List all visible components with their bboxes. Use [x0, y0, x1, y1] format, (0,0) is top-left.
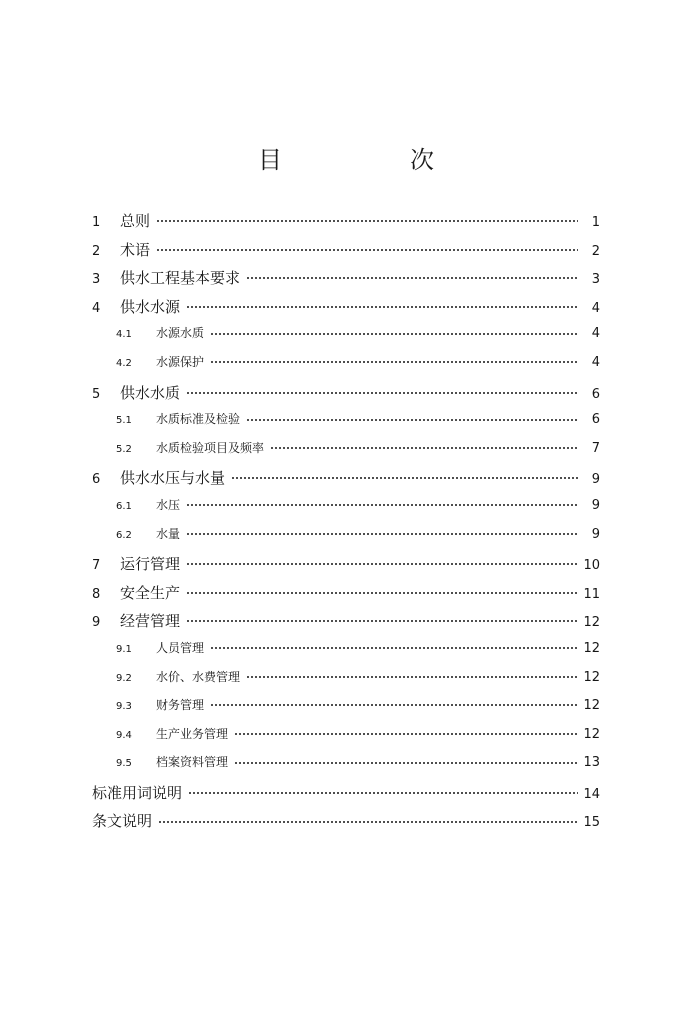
dot-leader	[210, 642, 578, 654]
toc-entry-number: 3	[92, 272, 101, 288]
toc-entry[interactable]	[92, 553, 600, 582]
toc-entry[interactable]	[92, 382, 600, 411]
toc-entry-page: 14	[583, 786, 600, 802]
dot-leader	[186, 585, 578, 600]
toc-entry-label: 标准用词说明	[92, 783, 183, 802]
dot-leader	[210, 327, 578, 339]
toc-entry-page: 4	[591, 354, 600, 370]
table-of-contents	[92, 210, 600, 839]
toc-entry-number: 8	[92, 586, 101, 602]
dot-leader	[188, 785, 578, 800]
toc-entry-label: 供水水源	[120, 297, 181, 316]
toc-entry-label: 运行管理	[120, 555, 181, 574]
toc-entry-number: 4	[92, 300, 101, 316]
toc-entry-number: 9.2	[116, 672, 132, 684]
toc-entry-page: 9	[591, 472, 600, 488]
dot-leader	[234, 756, 578, 768]
toc-entry-number: 9.1	[116, 643, 132, 655]
toc-subentry[interactable]	[92, 696, 600, 725]
toc-entry-label: 生产业务管理	[156, 726, 229, 741]
toc-entry-page: 4	[591, 300, 600, 316]
toc-subentry[interactable]	[92, 496, 600, 525]
toc-entry-label: 人员管理	[156, 640, 205, 655]
toc-subentry[interactable]	[92, 353, 600, 382]
toc-entry-number: 4.2	[116, 357, 132, 369]
toc-entry-page: 11	[583, 586, 600, 602]
toc-entry-page: 6	[591, 386, 600, 402]
toc-entry-page: 13	[583, 755, 600, 771]
dot-leader	[156, 242, 578, 257]
dot-leader	[186, 385, 578, 400]
toc-entry[interactable]	[92, 210, 600, 239]
toc-entry-label: 财务管理	[156, 698, 205, 713]
toc-entry-page: 15	[583, 815, 600, 831]
dot-leader	[246, 270, 578, 285]
dot-leader	[234, 728, 578, 740]
toc-entry-page: 6	[591, 412, 600, 428]
toc-appendix-entry[interactable]	[92, 810, 600, 839]
toc-subentry[interactable]	[92, 668, 600, 697]
toc-entry[interactable]	[92, 467, 600, 496]
toc-entry-label: 水质检验项目及频率	[156, 440, 265, 455]
toc-entry-number: 2	[92, 243, 101, 259]
toc-entry-page: 12	[583, 726, 600, 742]
dot-leader	[186, 613, 578, 628]
toc-entry-number: 9.3	[116, 701, 132, 713]
dot-leader	[186, 499, 578, 511]
toc-entry-page: 7	[591, 440, 600, 456]
toc-entry[interactable]	[92, 610, 600, 639]
toc-entry-label: 水压	[156, 497, 181, 512]
toc-entry-label: 供水水质	[120, 383, 181, 402]
toc-entry-page: 2	[591, 243, 600, 259]
toc-entry-page: 4	[591, 326, 600, 342]
toc-entry-number: 6	[92, 472, 101, 488]
toc-entry-number: 5.2	[116, 443, 132, 455]
toc-entry-label: 条文说明	[92, 812, 153, 831]
toc-entry-number: 9	[92, 615, 101, 631]
toc-entry-page: 12	[583, 669, 600, 685]
toc-entry-number: 6.1	[116, 500, 132, 512]
toc-subentry[interactable]	[92, 753, 600, 782]
toc-entry-label: 供水水压与水量	[120, 469, 226, 488]
dot-leader	[210, 356, 578, 368]
dot-leader	[156, 213, 578, 228]
toc-entry-number: 4.1	[116, 329, 132, 341]
toc-entry-label: 经营管理	[120, 612, 181, 631]
toc-entry-label: 水价、水费管理	[156, 669, 241, 684]
dot-leader	[186, 528, 578, 540]
toc-entry-label: 水源水质	[156, 326, 205, 341]
toc-entry-label: 总则	[120, 212, 151, 230]
toc-entry-page: 10	[583, 558, 600, 574]
toc-subentry[interactable]	[92, 324, 600, 353]
toc-entry-label: 水量	[156, 526, 181, 541]
toc-entry-number: 5.1	[116, 415, 132, 427]
toc-entry[interactable]	[92, 239, 600, 268]
dot-leader	[270, 442, 578, 454]
page-title: 目 次	[258, 146, 486, 174]
toc-entry-page: 12	[583, 640, 600, 656]
toc-entry-label: 水质标准及检验	[156, 412, 241, 427]
toc-entry-number: 6.2	[116, 529, 132, 541]
toc-entry-page: 12	[583, 615, 600, 631]
toc-entry-page: 9	[591, 526, 600, 542]
dot-leader	[210, 699, 578, 711]
toc-entry-number: 5	[92, 386, 101, 402]
dot-leader	[186, 556, 578, 571]
toc-appendix-entry[interactable]	[92, 782, 600, 811]
dot-leader	[158, 813, 578, 828]
toc-entry-page: 12	[583, 698, 600, 714]
toc-entry[interactable]	[92, 582, 600, 611]
toc-entry[interactable]	[92, 296, 600, 325]
toc-entry-label: 术语	[120, 240, 151, 259]
toc-entry-label: 档案资料管理	[156, 755, 229, 770]
toc-entry-label: 水源保护	[156, 354, 205, 369]
dot-leader	[246, 671, 578, 683]
toc-entry[interactable]	[92, 267, 600, 296]
toc-entry-label: 供水工程基本要求	[120, 269, 241, 288]
toc-subentry[interactable]	[92, 410, 600, 439]
toc-subentry[interactable]	[92, 639, 600, 668]
dot-leader	[231, 470, 578, 485]
dot-leader	[246, 413, 578, 425]
toc-entry-number: 1	[92, 215, 101, 230]
dot-leader	[186, 299, 578, 314]
toc-subentry[interactable]	[92, 439, 600, 468]
toc-entry-page: 9	[591, 497, 600, 513]
toc-entry-page: 1	[591, 215, 600, 230]
toc-entry-number: 9.5	[116, 758, 132, 770]
toc-entry-number: 7	[92, 558, 101, 574]
toc-subentry[interactable]	[92, 725, 600, 754]
toc-subentry[interactable]	[92, 525, 600, 554]
toc-entry-page: 3	[591, 272, 600, 288]
toc-entry-label: 安全生产	[120, 583, 181, 602]
toc-entry-number: 9.4	[116, 729, 132, 741]
